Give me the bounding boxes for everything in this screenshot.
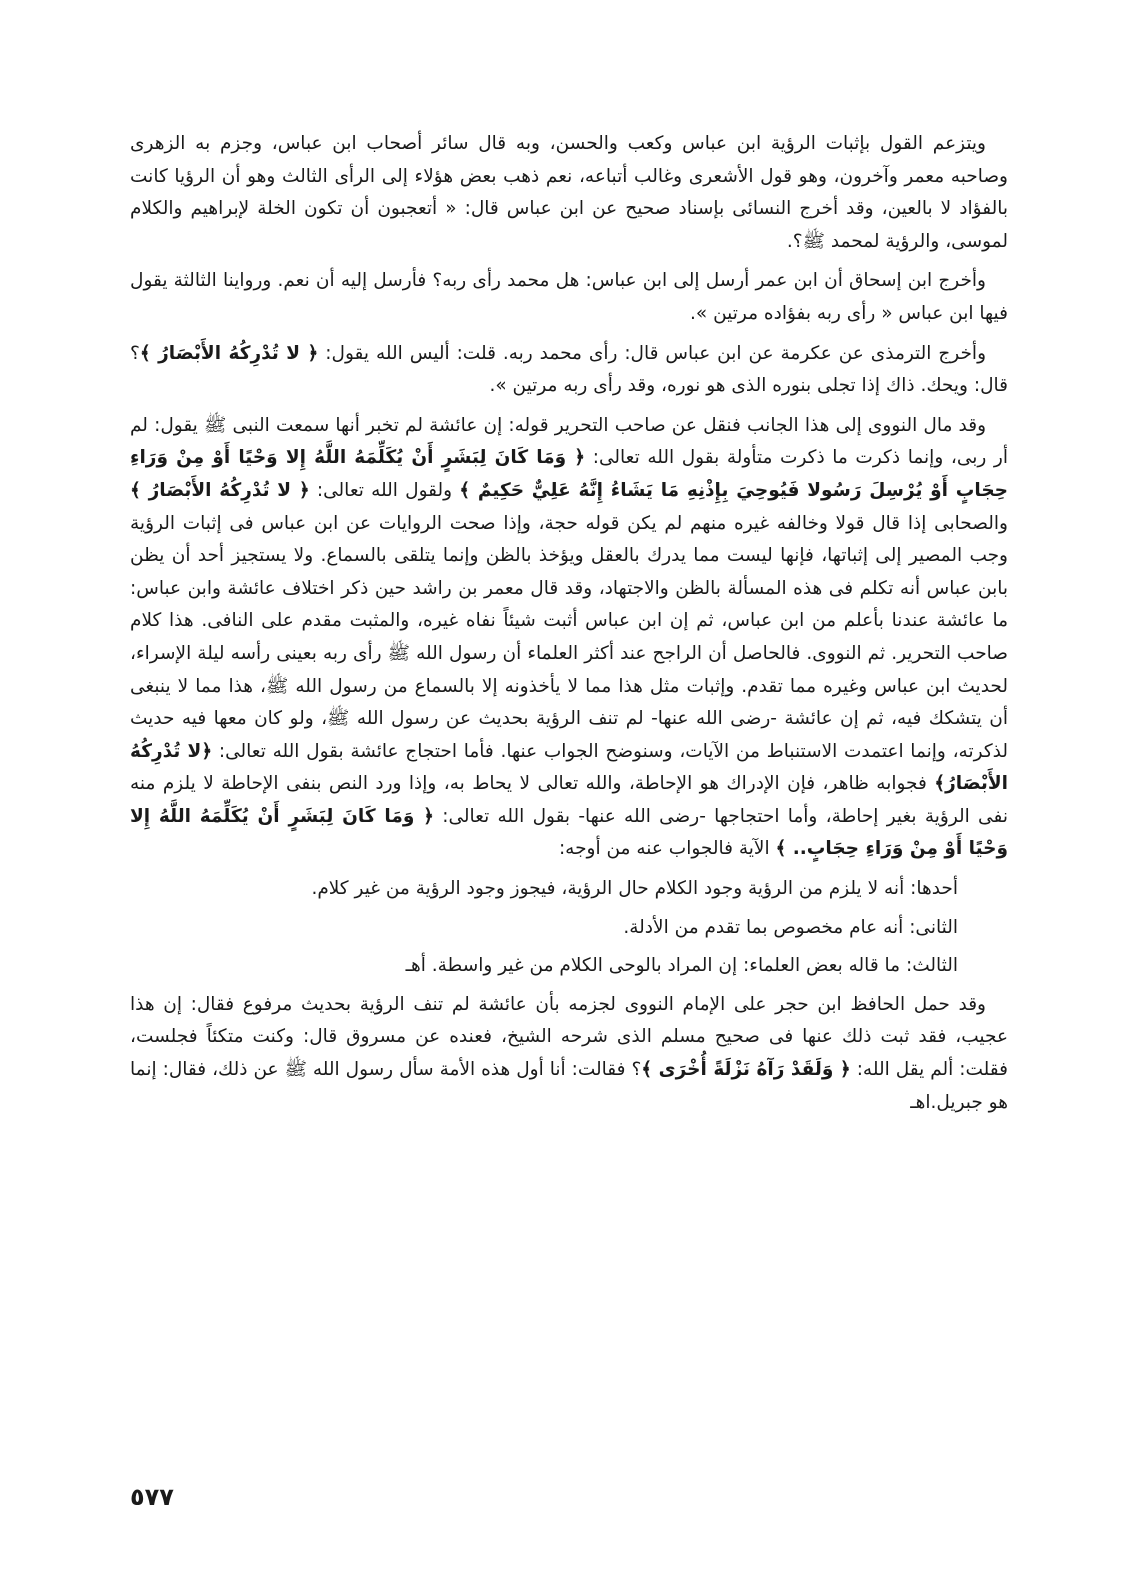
text-segment: ولقول الله تعالى: — [309, 479, 460, 501]
quran-quote: ﴿ لا تُدْرِكُهُ الأَبْصَارُ ﴾ — [139, 342, 319, 364]
text-segment: ؟ قال: ويحك. ذاك إذا تجلى بنوره الذى هو نوره، وقد رأى ربه مرتين ». — [130, 342, 1008, 397]
paragraph — [130, 128, 1008, 258]
paragraph — [130, 989, 1008, 1119]
text-segment: الآية فالجواب عنه من أوجه: — [558, 838, 776, 860]
text-segment: ويتزعم القول بإثبات الرؤية ابن عباس وكعب والحسن، وبه قال سائر أصحاب ابن عباس، وجزم به الزهرى وصاحبه معمر وآخرون، وهو قول الأشعرى وغالب أتباعه، نعم ذهب بعض هؤلاء إلى الرأى الثالث وهو أن الرؤيا كانت بالفؤاد لا بالعين، وقد أخرج النسائى بإسناد صحيح عن ابن عباس قال: « أتعجبون أن تكون الخلة لإبراهيم والكلام لموسى، والرؤية لمحمد ﷺ؟. — [130, 133, 1008, 252]
quran-quote: ﴿ وَمَا كَانَ لِبَشَرٍ أَنْ يُكَلِّمَهُ اللَّهُ إِلا وَحْيًا أَوْ مِنْ وَرَاءِ حِجَابٍ أَوْ يُرْسِلَ رَسُولا فَيُوحِيَ بِإِذْنِهِ مَا يَشَاءُ إِنَّهُ عَلِيٌّ حَكِيمٌ ﴾ — [130, 447, 1008, 501]
quran-quote: ﴿ وَلَقَدْ رَآهُ نَزْلَةً أُخْرَى ﴾ — [641, 1059, 851, 1081]
body-text — [130, 128, 1008, 1126]
text-segment: والصحابى إذا قال قولا وخالفه غيره منهم لم يكن قوله حجة، وإذا صحت الروايات عن ابن عباس فى إثبات الرؤية وجب المصير إلى إثباتها، فإنها ليست مما يدرك بالعقل ويؤخذ بالظن وإنما يتلقى بالسماع. ولا يستجيز أحد أن يظن بابن عباس أنه تكلم فى هذه المسألة بالظن والاجتهاد، وقد قال معمر بن راشد حين ذكر اختلاف عائشة وابن عباس: ما عائشة عندنا بأعلم من ابن عباس، ثم إن ابن عباس أثبت شيئاً نفاه غيره، والمثبت مقدم على النافى. هذا كلام صاحب التحرير. ثم النووى. فالحاصل أن الراجح عند أكثر العلماء أن رسول الله ﷺ رأى ربه بعينى رأسه ليلة الإسراء، لحديث ابن عباس وغيره مما تقدم. وإثبات مثل هذا مما لا يأخذونه إلا بالسماع من رسول الله ﷺ، هذا مما لا ينبغى أن يتشكك فيه، ثم إن عائشة -رضى الله عنها- لم تنف الرؤية بحديث عن رسول الله ﷺ، ولو كان معها فيه حديث لذكرته، وإنما اعتمدت الاستنباط من الآيات، وسنوضح الجواب عنها. فأما احتجاج عائشة بقول الله تعالى: — [130, 512, 1008, 762]
text-segment: وأخرج ابن إسحاق أن ابن عمر أرسل إلى ابن عباس: هل محمد رأى ربه؟ فأرسل إليه أن نعم. ورواينا الثالثة يقول فيها ابن عباس « رأى ربه بفؤاده مرتين ». — [130, 270, 1008, 324]
text-segment: وأخرج الترمذى عن عكرمة عن ابن عباس قال: رأى محمد ربه. قلت: أليس الله يقول: — [318, 342, 987, 364]
text-segment: ؟ فقالت: أنا أول هذه الأمة سأل رسول الله ﷺ عن ذلك، فقال: إنما هو جبريل.اهـ — [130, 1059, 1008, 1113]
paragraph — [130, 265, 1008, 330]
paragraph — [130, 410, 1008, 866]
quran-quote: ﴿ لا تُدْرِكُهُ الأَبْصَارُ ﴾ — [130, 479, 310, 501]
page-number: ٥٧٧ — [130, 1483, 174, 1511]
text-segment: وقد حمل الحافظ ابن حجر على الإمام النووى لجزمه بأن عائشة لم تنف الرؤية بحديث مرفوع فقال: إن هذا عجيب، فقد ثبت ذلك عنها فى صحيح مسلم الذى شرحه الشيخ، فعنده عن مسروق قال: وكنت متكئاً فجلست، فقلت: ألم يقل الله: — [130, 993, 1008, 1081]
quran-quote: ﴿لا تُدْرِكُهُ الأَبْصَارُ﴾ — [130, 740, 1008, 795]
text-segment: وقد مال النووى إلى هذا الجانب فنقل عن صاحب التحرير قوله: إن عائشة لم تخبر أنها سمعت النبى ﷺ يقول: لم أر ربى، وإنما ذكرت ما ذكرت متأولة بقول الله تعالى: — [130, 414, 1008, 469]
list-item: أحدها: أنه لا يلزم من الرؤية وجود الكلام حال الرؤية، فيجوز وجود الرؤية من غير كلام. — [311, 878, 958, 900]
quran-quote: ﴿ وَمَا كَانَ لِبَشَرٍ أَنْ يُكَلِّمَهُ اللَّهُ إِلا وَحْيًا أَوْ مِنْ وَرَاءِ حِجَابٍ.. ﴾ — [130, 805, 1008, 860]
list-item: الثانى: أنه عام مخصوص بما تقدم من الأدلة. — [623, 916, 958, 938]
list-item: الثالث: ما قاله بعض العلماء: إن المراد بالوحى الكلام من غير واسطة. أهـ — [405, 955, 958, 977]
text-segment: فجوابه ظاهر، فإن الإدراك هو الإحاطة، والله تعالى لا يحاط به، وإذا ورد النص بنفى الإحاطة لا يلزم منه نفى الرؤية بغير إحاطة، وأما احتجاجها -رضى الله عنها- بقول الله تعالى: — [130, 773, 1008, 827]
paragraph — [130, 338, 1008, 403]
